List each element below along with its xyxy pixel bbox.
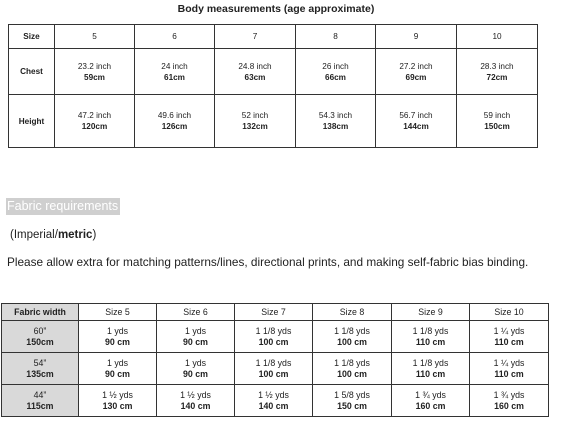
yds-value: 1 ¼ yds <box>493 325 525 336</box>
cm-value: 130 cm <box>102 400 133 411</box>
height-cell <box>55 95 135 148</box>
size-cell: 6 <box>135 25 215 49</box>
yds-value: 1 ½ yds <box>180 389 211 400</box>
fabric-qty-cell <box>313 353 392 385</box>
chest-cell <box>457 49 538 95</box>
height-cell <box>296 95 376 148</box>
fabric-qty-cell <box>79 321 157 353</box>
inch-value: 52 inch <box>241 111 269 120</box>
cm-value: 160 cm <box>415 400 446 411</box>
fabric-requirements-table <box>1 303 549 417</box>
body-measurements-table <box>8 24 538 148</box>
yds-value: 1 1/8 yds <box>255 325 292 336</box>
chest-label: Chest <box>9 49 55 95</box>
cm-value: 120cm <box>81 122 108 131</box>
inch-value: 24.8 inch <box>238 61 272 71</box>
cm-value: 150cm <box>484 122 510 131</box>
fabric-qty-cell <box>392 353 470 385</box>
fabric-qty-cell <box>313 321 392 353</box>
cm-value: 138cm <box>322 122 349 131</box>
inch-value: 28.3 inch <box>480 61 514 71</box>
fabric-size-header: Size 10 <box>470 304 549 321</box>
yds-value: 1 1/8 yds <box>334 357 370 368</box>
cm-value: 100 cm <box>258 336 289 347</box>
fabric-size-header: Size 5 <box>79 304 157 321</box>
width-cm: 135cm <box>26 368 54 379</box>
fabric-qty-cell <box>157 321 235 353</box>
cm-value: 140 cm <box>180 400 211 411</box>
units-note <box>10 229 96 241</box>
inch-value: 54.3 inch <box>318 111 353 120</box>
size-row <box>9 25 538 49</box>
fabric-qty-cell <box>157 353 235 385</box>
cm-value: 110 cm <box>415 336 446 347</box>
fabric-qty-cell <box>470 353 549 385</box>
cm-value: 140 cm <box>258 400 289 411</box>
height-row <box>9 95 538 148</box>
yds-value: 1 ½ yds <box>102 389 133 400</box>
cm-value: 110 cm <box>415 368 446 379</box>
cm-value: 59cm <box>84 72 105 82</box>
height-cell <box>376 95 457 148</box>
cm-value: 90 cm <box>183 336 208 347</box>
width-inch: 60” <box>33 325 47 336</box>
inch-value: 26 inch <box>322 61 349 71</box>
yds-value: 1 yds <box>106 357 129 368</box>
cm-value: 132cm <box>242 122 268 131</box>
fabric-width-cell <box>2 321 79 353</box>
cm-value: 110 cm <box>494 368 524 379</box>
yds-value: 1 ¾ yds <box>493 389 525 400</box>
chest-cell <box>135 49 215 95</box>
size-label: Size <box>9 25 55 49</box>
yds-value: 1 1/8 yds <box>412 325 449 336</box>
cm-value: 144cm <box>403 122 429 131</box>
height-cell <box>215 95 296 148</box>
yds-value: 1 5/8 yds <box>334 389 370 400</box>
inch-value: 24 inch <box>161 61 188 71</box>
fabric-qty-cell <box>79 385 157 417</box>
fabric-size-header: Size 7 <box>235 304 313 321</box>
size-cell: 8 <box>296 25 376 49</box>
fabric-width-cell <box>2 385 79 417</box>
fabric-size-header: Size 6 <box>157 304 235 321</box>
size-cell: 9 <box>376 25 457 49</box>
inch-value: 56.7 inch <box>399 111 433 120</box>
width-inch: 54” <box>33 357 47 368</box>
fabric-requirements-heading: Fabric requirements <box>7 199 119 213</box>
inch-value: 47.2 inch <box>77 111 112 120</box>
chest-cell <box>215 49 296 95</box>
yds-value: 1 1/8 yds <box>255 357 292 368</box>
cm-value: 90 cm <box>183 368 208 379</box>
height-cell <box>457 95 538 148</box>
fabric-row-60 <box>2 321 549 353</box>
cm-value: 160 cm <box>494 400 524 411</box>
fabric-qty-cell <box>157 385 235 417</box>
chest-cell <box>55 49 135 95</box>
yds-value: 1 ¼ yds <box>493 357 525 368</box>
cm-value: 90 cm <box>105 368 130 379</box>
fabric-qty-cell <box>392 385 470 417</box>
fabric-qty-cell <box>392 321 470 353</box>
fabric-size-header: Size 9 <box>392 304 470 321</box>
yds-value: 1 yds <box>184 325 207 336</box>
height-cell <box>135 95 215 148</box>
chest-cell <box>376 49 457 95</box>
yds-value: 1 1/8 yds <box>334 325 370 336</box>
yds-value: 1 1/8 yds <box>412 357 449 368</box>
cm-value: 90 cm <box>105 336 130 347</box>
units-suffix: ) <box>92 229 97 241</box>
allowance-note: Please allow extra for matching patterns/lines, directional prints, and making self-fabric bias binding. <box>7 255 529 269</box>
width-inch: 44” <box>33 389 47 400</box>
fabric-qty-cell <box>470 385 549 417</box>
fabric-row-54 <box>2 353 549 385</box>
size-cell: 7 <box>215 25 296 49</box>
fabric-size-header: Size 8 <box>313 304 392 321</box>
yds-value: 1 ½ yds <box>258 389 289 400</box>
cm-value: 63cm <box>244 72 266 82</box>
height-label: Height <box>9 95 55 148</box>
fabric-header-row <box>2 304 549 321</box>
size-cell: 10 <box>457 25 538 49</box>
fabric-qty-cell <box>235 321 313 353</box>
units-metric: metric <box>57 229 93 241</box>
fabric-qty-cell <box>470 321 549 353</box>
body-measurements-title: Body measurements (age approximate) <box>177 3 375 15</box>
cm-value: 72cm <box>486 72 508 82</box>
chest-row <box>9 49 538 95</box>
fabric-width-cell <box>2 353 79 385</box>
width-cm: 150cm <box>26 336 54 347</box>
fabric-qty-cell <box>235 385 313 417</box>
cm-value: 61cm <box>164 72 185 82</box>
cm-value: 66cm <box>325 72 346 82</box>
cm-value: 110 cm <box>494 336 524 347</box>
inch-value: 49.6 inch <box>157 111 192 120</box>
cm-value: 100 cm <box>337 336 367 347</box>
cm-value: 150 cm <box>337 400 367 411</box>
yds-value: 1 yds <box>184 357 207 368</box>
width-cm: 115cm <box>26 400 54 411</box>
yds-value: 1 yds <box>106 325 129 336</box>
inch-value: 27.2 inch <box>399 61 433 71</box>
inch-value: 59 inch <box>483 111 511 120</box>
fabric-qty-cell <box>235 353 313 385</box>
inch-value: 23.2 inch <box>77 61 112 71</box>
chest-cell <box>296 49 376 95</box>
fabric-row-44 <box>2 385 549 417</box>
cm-value: 126cm <box>161 122 188 131</box>
fabric-width-header: Fabric width <box>2 304 79 321</box>
cm-value: 69cm <box>405 72 427 82</box>
cm-value: 100 cm <box>258 368 289 379</box>
fabric-qty-cell <box>313 385 392 417</box>
size-cell: 5 <box>55 25 135 49</box>
yds-value: 1 ¾ yds <box>415 389 446 400</box>
units-prefix: (Imperial/ <box>10 229 58 241</box>
cm-value: 100 cm <box>337 368 367 379</box>
fabric-qty-cell <box>79 353 157 385</box>
